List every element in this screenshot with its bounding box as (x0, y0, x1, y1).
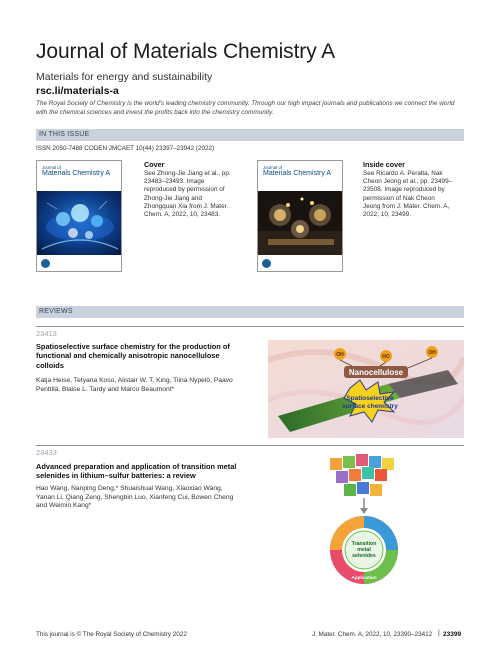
inside-cover-artwork (258, 191, 343, 257)
front-cover-caption: See Zhong-Jie Jiang et al., pp. 23483–23493. Image reproduced by permission of Zhong-Jie Jiang and Zhongquan Xia from J. Mater. Chem. A, 2022, 10, 23483. (144, 170, 231, 219)
ring-label: Application (351, 575, 377, 580)
in-this-issue-band: IN THIS ISSUE (36, 129, 464, 141)
article-title[interactable]: Advanced preparation and application of transition metal selenides in lithium–sulfur batteries: a review (36, 462, 237, 481)
article-authors: Hao Wang, Nanping Deng,* Shuaishuai Wang, Xiaoxiao Wang, Yanan Li, Qiang Zeng, Shengbin Luo, Xianfeng Cui, Bowen Cheng and Weimin Kang* (36, 485, 234, 510)
center-label-line1: Transition (351, 541, 377, 547)
center-label-line2: metal (357, 547, 371, 553)
article-title[interactable]: Spatioselective surface chemistry for the production of functional and chemically anisotropic nanocellulose colloids (36, 342, 230, 370)
rsc-logo-icon (262, 259, 271, 268)
divider (36, 326, 464, 327)
inside-cover-caption: See Ricardo A. Peralta, Nak Cheon Jeong et al., pp. 23499–23508. Image reproduced by permission of Nak Cheon Jeong from J. Mater. Chem. A, 2022, 10, 23499. (363, 170, 453, 219)
article-authors: Katja Heise, Tetyana Koso, Alistair W. T. King, Tiina Nypelö, Paavo Penttilä, Blaise L. Tardy and Marco Beaumont* (36, 377, 233, 393)
footer-copyright: This journal is © The Royal Society of Chemistry 2022 (36, 631, 187, 638)
footer-citation: J. Mater. Chem. A, 2022, 10, 23390–23412 (312, 631, 433, 638)
burst-label-line2: surface chemistry (342, 403, 398, 410)
reviews-band: REVIEWS (36, 306, 464, 318)
front-cover-label: Cover (144, 160, 165, 169)
hydroxyl-label: OH (336, 352, 344, 358)
inside-cover-image[interactable] (257, 160, 343, 272)
cover-masthead (258, 161, 342, 191)
issn-line: ISSN 2050-7488 CODEN JMCAET 10(44) 23397–23942 (2022) (36, 145, 215, 152)
center-label-line3: selenides (352, 553, 376, 559)
article-page-number[interactable]: 23413 (36, 329, 57, 338)
cover-masthead-big: Materials Chemistry A (42, 170, 111, 177)
article-page-number[interactable]: 23433 (36, 448, 57, 457)
cover-masthead-small: Journal of (263, 165, 282, 170)
nanocellulose-graphical-abstract[interactable] (268, 340, 464, 438)
divider (36, 445, 464, 446)
rsc-logo-icon (41, 259, 50, 268)
hydroxyl-label: HO (382, 354, 390, 360)
nanocellulose-label: Nanocellulose (348, 368, 404, 377)
cover-masthead-small: Journal of (42, 165, 61, 170)
front-cover-artwork (37, 191, 122, 257)
cover-masthead-big: Materials Chemistry A (263, 170, 332, 177)
journal-url-link[interactable]: rsc.li/materials-a (36, 85, 119, 97)
metal-selenides-graphical-abstract[interactable] (316, 452, 416, 596)
front-cover-image[interactable] (36, 160, 122, 272)
inside-cover-label: Inside cover (363, 160, 405, 169)
rsc-blurb: The Royal Society of Chemistry is the world's leading chemistry community. Through our high impact journals and publications we connect the world with the chemical sciences and invest the profits back into the chemistry community. (36, 100, 455, 116)
cover-footer (258, 255, 342, 271)
cover-masthead (37, 161, 121, 191)
journal-subtitle: Materials for energy and sustainability (36, 71, 213, 83)
hydroxyl-label: OH (428, 350, 436, 356)
footer-page-number: 23399 (443, 631, 462, 638)
burst-label-line1: Spatioselective (346, 395, 394, 402)
journal-title: Journal of Materials Chemistry A (36, 40, 336, 63)
footer-separator: | (438, 630, 440, 637)
cover-footer (37, 255, 121, 271)
